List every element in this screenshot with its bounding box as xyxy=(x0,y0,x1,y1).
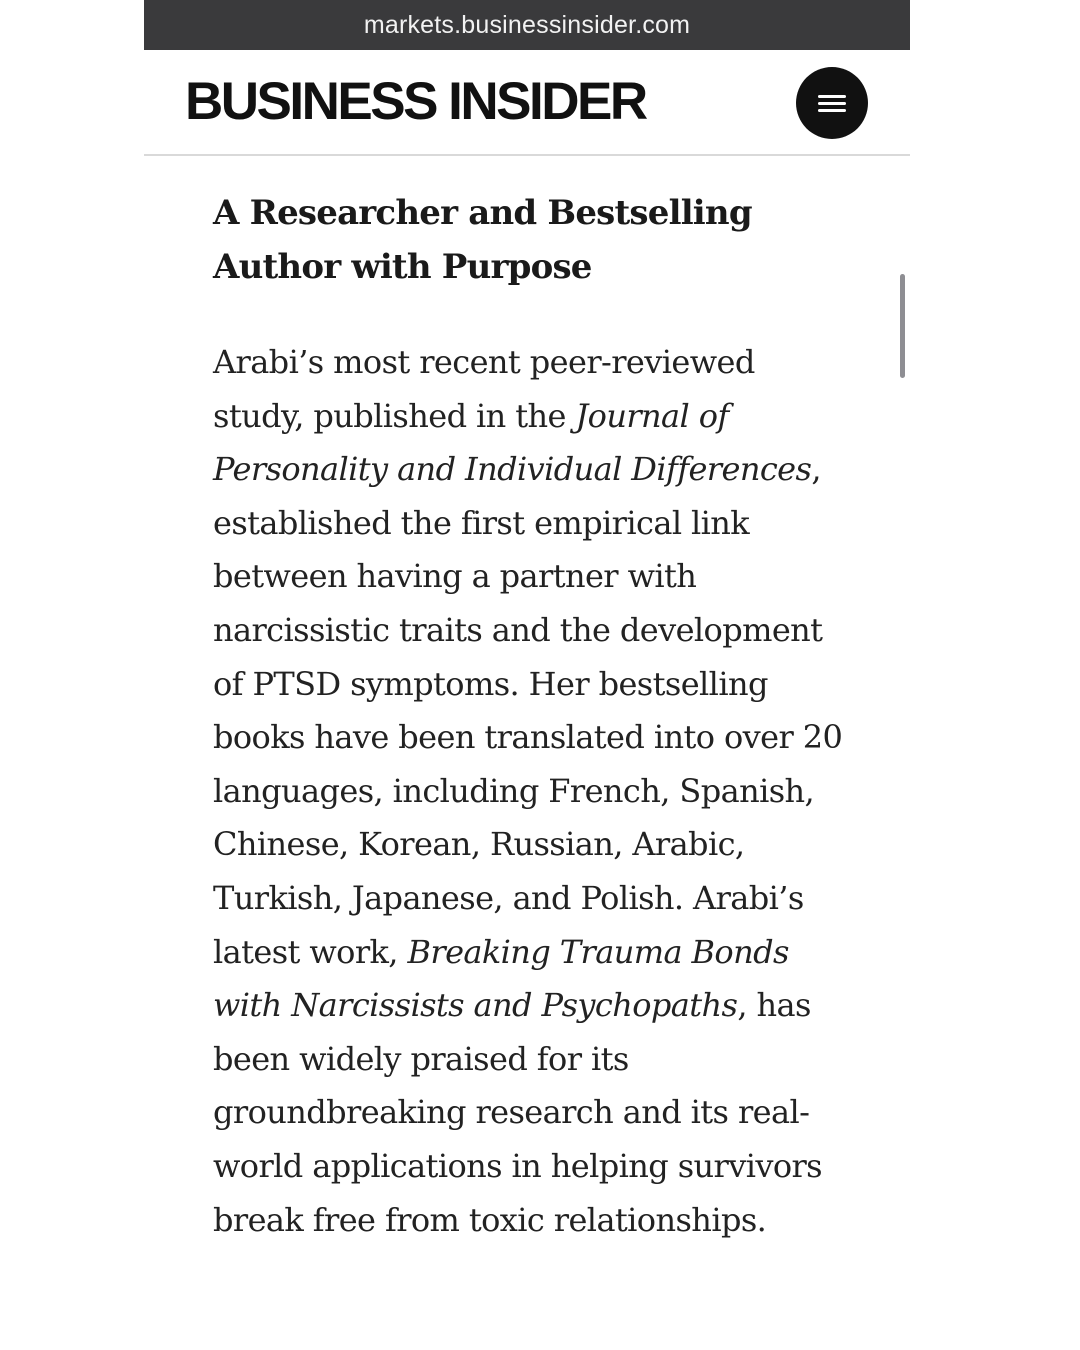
body-text-run: , has been widely praised for its groundbreaking research and its real-world applications in helping survivors break free from toxic relationships. xyxy=(213,986,823,1239)
hamburger-menu-icon-line xyxy=(818,109,846,112)
journal-title: Journal of Personality and Individual Differences xyxy=(213,396,812,489)
hamburger-menu-icon-line xyxy=(818,102,846,105)
body-text-run: Arabi’s most recent peer-reviewed study, published in the xyxy=(213,343,755,435)
hamburger-menu-icon xyxy=(818,95,846,98)
url-text[interactable]: markets.businessinsider.com xyxy=(363,10,691,39)
address-bar[interactable] xyxy=(144,0,910,50)
book-title: Breaking Trauma Bonds with Narcissists and Psychopaths xyxy=(213,932,789,1025)
article-paragraph xyxy=(213,336,848,1247)
browser-viewport xyxy=(144,0,910,1350)
site-header xyxy=(144,50,910,156)
section-heading: A Researcher and Bestselling Author with Purpose xyxy=(213,193,752,287)
body-text-run: , established the first empirical link between having a partner with narcissistic traits and the development of PTSD symptoms. Her bestselling books have been translated into over 20 languages, including French, Spanish, Chinese, Korean, Russian, Arabic, Turkish, Japanese, and Polish. Arabi’s latest work, xyxy=(213,450,843,971)
scrollbar[interactable] xyxy=(900,274,905,378)
menu-button[interactable] xyxy=(796,67,868,139)
article-content xyxy=(213,186,853,1247)
business-insider-logo[interactable]: BUSINESS INSIDER xyxy=(185,72,646,131)
